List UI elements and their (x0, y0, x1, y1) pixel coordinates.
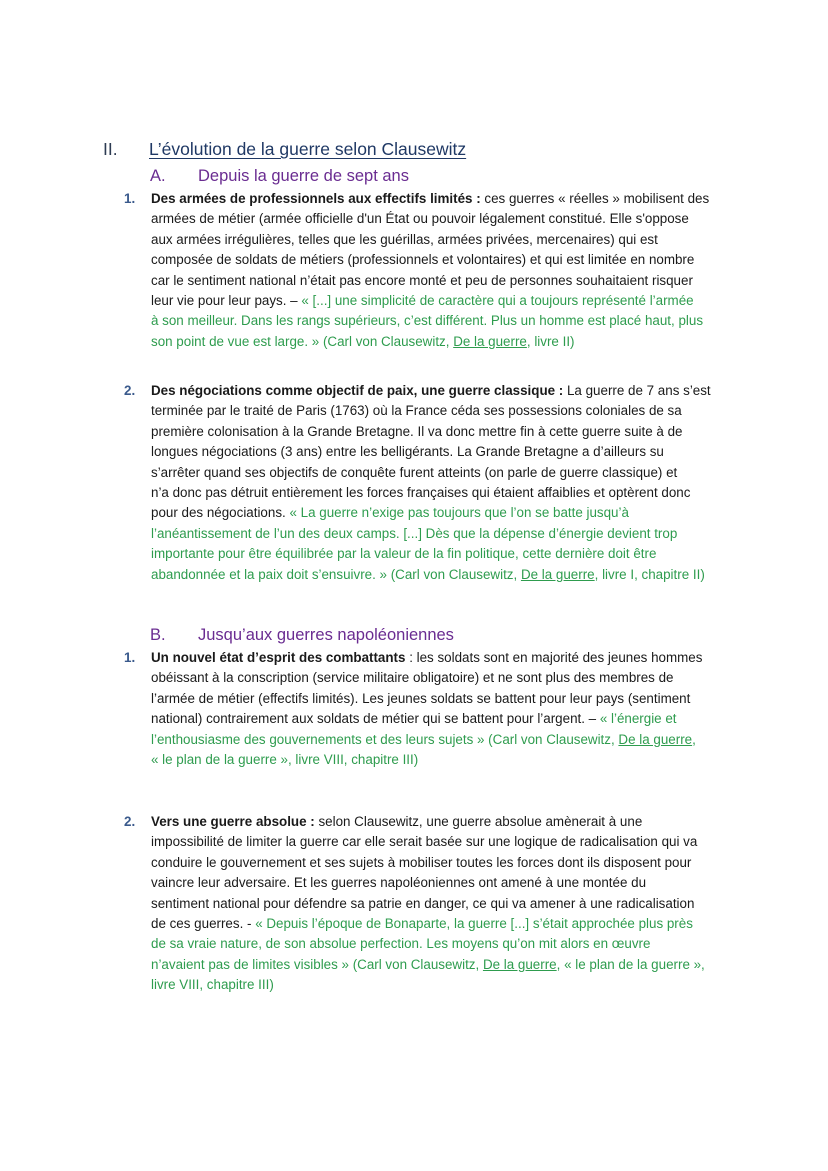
quote-text: « Depuis l’époque de Bonaparte, la guerre [...] s’était approchée plus près (255, 916, 693, 932)
section-title: L’évolution de la guerre selon Clausewitz (149, 139, 467, 159)
item-number: 1. (124, 650, 136, 665)
item-body: Vers une guerre absolue : selon Clausewitz, une guerre absolue amènerait à une impossibilité de limiter la guerre car elle serait basée sur une logique de radicalisation qui va conduire le gouvernement et ses sujets à mobiliser toutes les forces dont ils disposent pour vaincre leur adversaire. Et les guerres napoléoniennes ont amené à une montée du sentiment national pour défendre sa patrie en danger, ce qui va amener à une radicalisation de ces guerres. - « Depuis l’époque de Bonaparte, la guerre [...] s’était approchée plus près de sa vraie nature, de son absolue perfection. Les moyens qu’on mit alors en œuvre n’avaient pas de limites visibles » (Carl von Clausewitz, De la guerre, « le plan de la guerre », livre VIII, chapitre III) (151, 814, 705, 993)
book-title-link: De la guerre (453, 333, 527, 349)
item-heading: Un nouvel état d’esprit des combattants (151, 650, 406, 665)
list-item (124, 189, 734, 352)
subsection-letter: B. (150, 626, 166, 644)
quote-text: « La guerre n’exige pas toujours que l’on se batte jusqu’à (289, 505, 629, 521)
quote-text: « [...] une simplicité de caractère qui a toujours représenté l’armée (301, 293, 694, 309)
book-title-link: De la guerre (618, 731, 693, 747)
item-body: Un nouvel état d’esprit des combattants : les soldats sont en majorité des jeunes hommes obéissant à la conscription (service militaire obligatoire) et ne sont plus des membres de l’armée de métier (effectifs limités). Les jeunes soldats se battent pour leur pays (sentiment national) contrairement aux soldats de métier qui se battent pour l’argent. – « l’énergie et l’enthousiasme des gouvernements et des leurs sujets » (Carl von Clausewitz, De la guerre, « le plan de la guerre », livre VIII, chapitre III) (151, 650, 703, 768)
quote-text: « l’énergie et (599, 711, 677, 727)
item-number: 1. (124, 191, 136, 206)
subsection-title: Depuis la guerre de sept ans (198, 167, 409, 185)
item-heading: Des armées de professionnels aux effectifs limités : (151, 191, 481, 206)
subsection-title: Jusqu’aux guerres napoléoniennes (198, 626, 454, 644)
item-body: Des armées de professionnels aux effectifs limités : ces guerres « réelles » mobilisent des armées de métier (armée officielle d'un État ou pouvoir légalement constitué. Elle s'oppose aux armées irrégulières, telles que les guérillas, armées privées, mercenaires) qui est composée de soldats de métiers (professionnels et volontaires) et qui est limitée en nombre car le sentiment national n’était pas encore monté et peu de personnes souhaitaient risquer leur vie pour leur pays. – « [...] une simplicité de caractère qui a toujours représenté l’armée à son meilleur. Dans les rangs supérieurs, c’est différent. Plus un homme est placé haut, plus son point de vue est large. » (Carl von Clausewitz, De la guerre, livre II) (151, 191, 710, 349)
list-item (124, 812, 734, 996)
item-body: Des négociations comme objectif de paix, une guerre classique : La guerre de 7 ans s’est terminée par le traité de Paris (1763) où la France céda ses possessions coloniales de sa première colonisation à la Grande Bretagne. Il va donc mettre fin à cette guerre suite à de longues négociations (3 ans) entre les belligérants. La Grande Bretagne a d’ailleurs su s’arrêter quand ses objectifs de conquête furent atteints (on parle de guerre classique) et n’a donc pas détruit entièrement les forces françaises qui étaient affaiblies et optèrent donc pour des négociations. « La guerre n’exige pas toujours que l’on se batte jusqu’à l’anéantissement de l’un des deux camps. [...] Dès que la dépense d’énergie devient trop importante pour être équilibrée par la valeur de la fin politique, cette dernière doit être abandonnée et la paix doit s’ensuivre. » (Carl von Clausewitz, De la guerre, livre I, chapitre II) (151, 383, 711, 582)
book-title-link: De la guerre (482, 956, 557, 972)
list-item (124, 381, 734, 585)
subsection-letter: A. (150, 167, 166, 185)
item-heading: Vers une guerre absolue : (151, 814, 315, 829)
item-number: 2. (124, 383, 136, 398)
section-number: II. (103, 139, 118, 159)
item-number: 2. (124, 814, 136, 829)
list-item (124, 648, 734, 770)
book-title-link: De la guerre (520, 566, 595, 582)
item-heading: Des négociations comme objectif de paix, une guerre classique : (151, 383, 564, 398)
